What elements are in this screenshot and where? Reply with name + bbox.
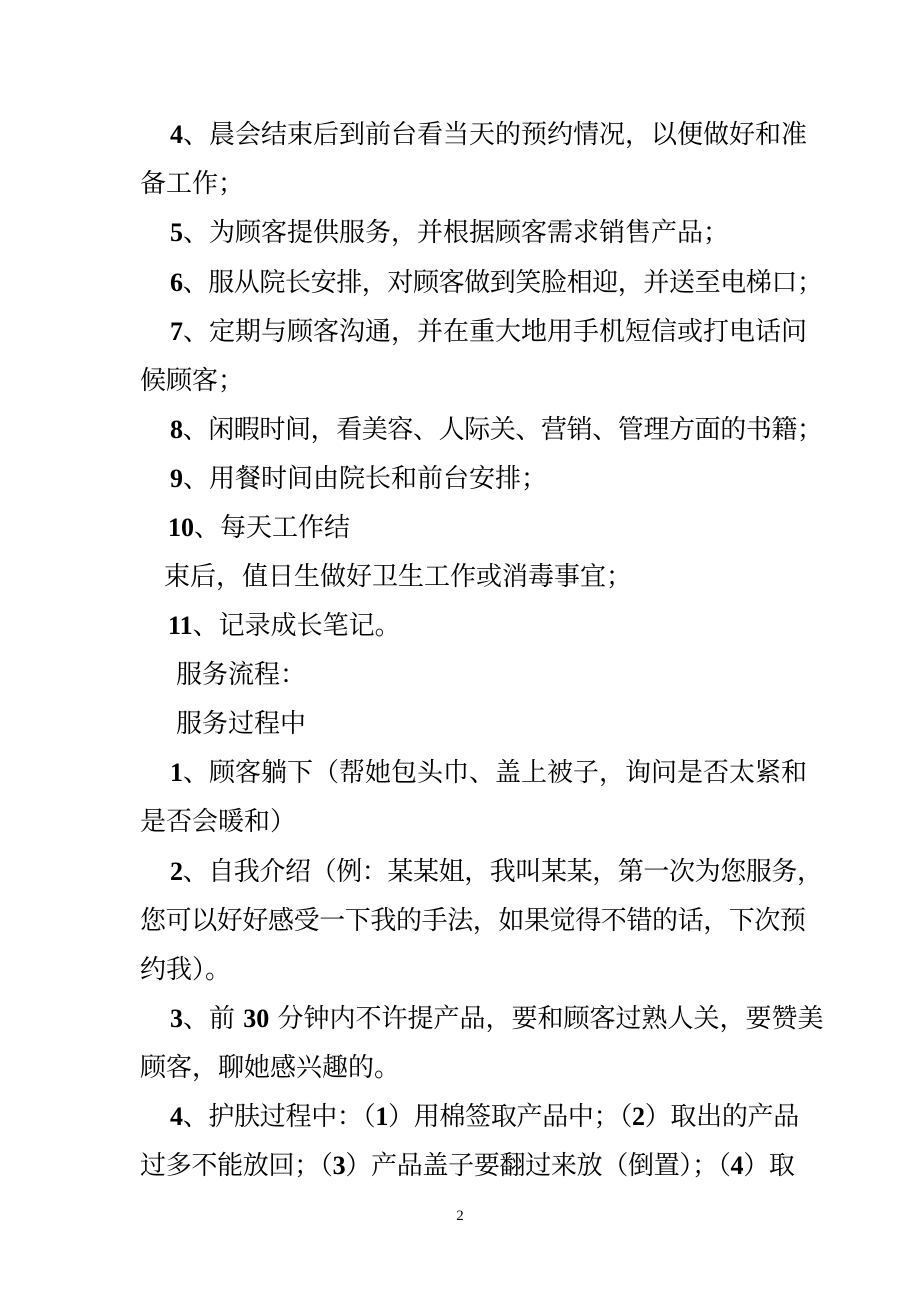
- line-text: 服务过程中: [176, 709, 307, 739]
- text-line: [0, 955, 920, 985]
- line-text: 候顾客；: [140, 366, 245, 396]
- item-number: 7: [170, 317, 183, 346]
- item-number: 4: [170, 120, 183, 149]
- line-text: 过多不能放回；（: [140, 1151, 333, 1181]
- line-text: 、晨会结束后到前台看当天的预约情况，以便做好和准: [183, 120, 808, 150]
- text-line: [0, 906, 920, 936]
- section-heading: [0, 709, 920, 739]
- text-line: [0, 611, 920, 641]
- line-text: 、服从院长安排，对顾客做到笑脸相迎，并送至电梯口；: [182, 268, 823, 298]
- item-number: 5: [170, 218, 183, 247]
- text-line: [0, 218, 920, 248]
- item-number: 4: [170, 1102, 183, 1131]
- line-text: 备工作；: [140, 169, 245, 199]
- line-text: 、用餐时间由院长和前台安排；: [183, 464, 548, 494]
- text-line: [0, 857, 920, 887]
- line-text: 、闲暇时间，看美容、人际关、营销、管理方面的书籍；: [182, 415, 823, 445]
- line-text: 您可以好好感受一下我的手法，如果觉得不错的话，下次预: [140, 906, 806, 936]
- text-line: [0, 1102, 920, 1132]
- text-line: [0, 169, 920, 199]
- line-text: 、前: [183, 1004, 236, 1034]
- text-line: [0, 415, 920, 445]
- line-text: 、记录成长笔记。: [192, 611, 401, 641]
- text-line: [0, 120, 920, 150]
- inline-number: 1: [375, 1102, 389, 1131]
- item-number: 8: [170, 415, 183, 444]
- line-text: ）产品盖子要翻过来放（倒置）；（: [345, 1151, 731, 1181]
- text-line: [0, 366, 920, 396]
- item-number: 11: [168, 611, 193, 640]
- section-heading: [0, 660, 920, 690]
- line-text: 顾客，聊她感兴趣的。: [140, 1053, 401, 1083]
- item-number: 3: [170, 1004, 183, 1033]
- inline-number: 2: [632, 1102, 645, 1131]
- line-text: 是否会暖和）: [140, 807, 297, 837]
- text-line: [0, 807, 920, 837]
- line-text: 、定期与顾客沟通，并在重大地用手机短信或打电话问: [183, 317, 808, 347]
- line-text: 、为顾客提供服务，并根据顾客需求销售产品；: [183, 218, 730, 248]
- text-line: [0, 1004, 920, 1034]
- text-line: [0, 464, 920, 494]
- line-text: ）取: [743, 1151, 795, 1181]
- inline-number: 4: [730, 1151, 744, 1180]
- text-line: [0, 758, 920, 788]
- line-text: ）取出的产品: [644, 1102, 799, 1132]
- inline-number: 3: [332, 1151, 346, 1180]
- line-text: ）用棉签取产品中；（: [388, 1102, 633, 1132]
- text-line: [0, 317, 920, 347]
- item-number: 1: [170, 758, 183, 787]
- text-line: [0, 1151, 920, 1181]
- line-text: 、顾客躺下（帮她包头巾、盖上被子，询问是否太紧和: [183, 758, 808, 788]
- line-text: 束后，值日生做好卫生工作或消毒事宜；: [164, 562, 633, 592]
- line-text: 、自我介绍（例：某某姐，我叫某某，第一次为您服务，: [182, 857, 823, 887]
- item-number: 10: [168, 513, 194, 542]
- item-number: 9: [170, 464, 183, 493]
- item-number: 2: [170, 857, 183, 886]
- line-text: 服务流程：: [176, 660, 307, 690]
- item-number: 6: [170, 268, 183, 297]
- text-line: [0, 1053, 920, 1083]
- page-number: 2: [456, 1208, 464, 1224]
- text-line: [0, 513, 920, 543]
- text-line: [0, 562, 920, 592]
- line-text: 、护肤过程中：（: [182, 1102, 376, 1132]
- text-line: [0, 268, 920, 298]
- line-text: 分钟内不许提产品，要和顾客过熟人关，要赞美: [277, 1004, 824, 1034]
- line-text: 、每天工作结: [194, 513, 351, 543]
- line-text: 约我）。: [140, 955, 232, 985]
- inline-number: 30: [243, 1004, 270, 1033]
